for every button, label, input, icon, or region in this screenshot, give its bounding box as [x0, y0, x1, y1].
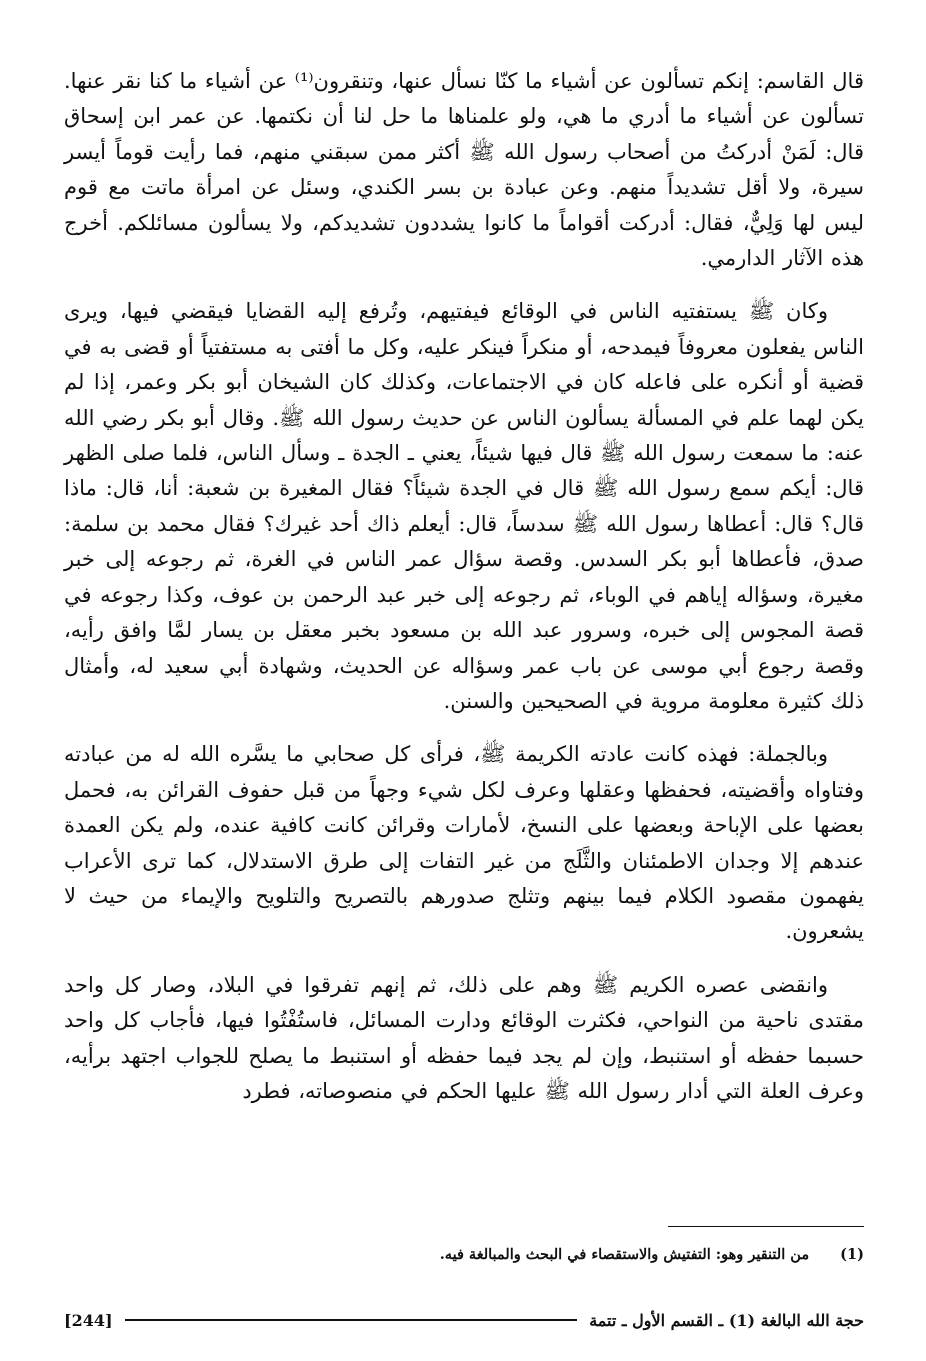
footer-title: حجة الله البالغة (1) ـ القسم الأول ـ تتمة: [589, 1310, 864, 1330]
footer-rule: [125, 1319, 578, 1321]
footnote-number: (1): [840, 1246, 864, 1263]
page-body: [64, 64, 864, 1127]
page-number: [244]: [64, 1310, 113, 1330]
footnote-divider: [668, 1226, 864, 1227]
footnote-text: من التنقير وهو: التفتيش والاستقصاء في البحث والمبالغة فيه.: [439, 1246, 810, 1263]
paragraph-4: وانقضى عصره الكريم ﷺ وهم على ذلك، ثم إنهم تفرقوا في البلاد، وصار كل واحد مقتدى ناحية من النواحي، فكثرت الوقائع ودارت المسائل، فاستُفْتُوا فيها، فأجاب كل واحد حسبما حفظه أو استنبط، وإن لم يجد فيما حفظه أو استنبط ما يصلح للجواب اجتهد برأيه، وعرف العلة التي أدار رسول الله ﷺ عليها الحكم في منصوصاته، فطرد: [64, 972, 864, 1103]
paragraph-3: وبالجملة: فهذه كانت عادته الكريمة ﷺ، فرأى كل صحابي ما يسَّره الله له من عبادته وفتاواه وأقضيته، فحفظها وعقلها وعرف لكل شيء وجهاً من قبل حفوف القرائن به، فحمل بعضها على الإباحة وبعضها على النسخ، لأمارات وقرائن كانت كافية عنده، ولم يكن العمدة عندهم إلا وجدان الاطمئنان والثَّلَج من غير التفات إلى طرق الاستدلال، كما ترى الأعراب يفهمون مقصود الكلام فيما بينهم وتثلج صدورهم بالتصريح والتلويح والإيماء من حيث لا يشعرون.: [64, 742, 864, 944]
footnote: [64, 1243, 864, 1267]
paragraph-2: وكان ﷺ يستفتيه الناس في الوقائع فيفتيهم، وتُرفع إليه القضايا فيقضي فيها، ويرى الناس يفعلون معروفاً فيمدحه، أو منكراً فينكر عليه، وكل ما أفتى به مستفتياً أو قضى به في قضية أو أنكره على فاعله كان في الاجتماعات، وكذلك كان الشيخان أبو بكر وعمر، إذا لم يكن لهما علم في المسألة يسألون الناس عن حديث رسول الله ﷺ. وقال أبو بكر رضي الله عنه: ما سمعت رسول الله ﷺ قال فيها شيئاً، يعني ـ الجدة ـ وسأل الناس، فلما صلى الظهر قال: أيكم سمع رسول الله ﷺ قال في الجدة شيئاً؟ فقال المغيرة بن شعبة: أنا، قال: ماذا قال؟ قال: أعطاها رسول الله ﷺ سدساً، قال: أيعلم ذاك أحد غيرك؟ فقال محمد بن سلمة: صدق، فأعطاها أبو بكر السدس. وقصة سؤال عمر الناس في الغرة، ثم رجوعه إلى خبر مغيرة، وسؤاله إياهم في الوباء، ثم رجوعه إلى خبر عبد الرحمن بن عوف، وكذا رجوعه في قصة المجوس إلى خبره، وسرور عبد الله بن مسعود بخبر معقل بن يسار لمَّا وافق رأيه، وقصة رجوع أبي موسى عن باب عمر وسؤاله عن الحديث، وشهادة أبي سعيد له، وأمثال ذلك كثيرة معلومة مروية في الصحيحين والسنن.: [64, 299, 864, 713]
paragraph-1: قال القاسم: إنكم تسألون عن أشياء ما كنّا نسأل عنها، وتنقرون⁽¹⁾ عن أشياء ما كنا نقر عنها. تسألون عن أشياء ما أدري ما هي، ولو علمناها ما حل لنا أن نكتمها. عن عمر ابن إسحاق قال: لَمَنْ أدركتُ من أصحاب رسول الله ﷺ أكثر ممن سبقني منهم، فما رأيت قوماً أيسر سيرة، ولا أقل تشديداً منهم. وعن عبادة بن بسر الكندي، وسئل عن امرأة ماتت مع قوم ليس لها وَلِيٌّ، فقال: أدركت أقواماً ما كانوا يشددون تشديدكم، ولا يسألون مسائلكم. أخرج هذه الآثار الدارمي.: [64, 69, 864, 271]
page-footer: [64, 1306, 864, 1334]
